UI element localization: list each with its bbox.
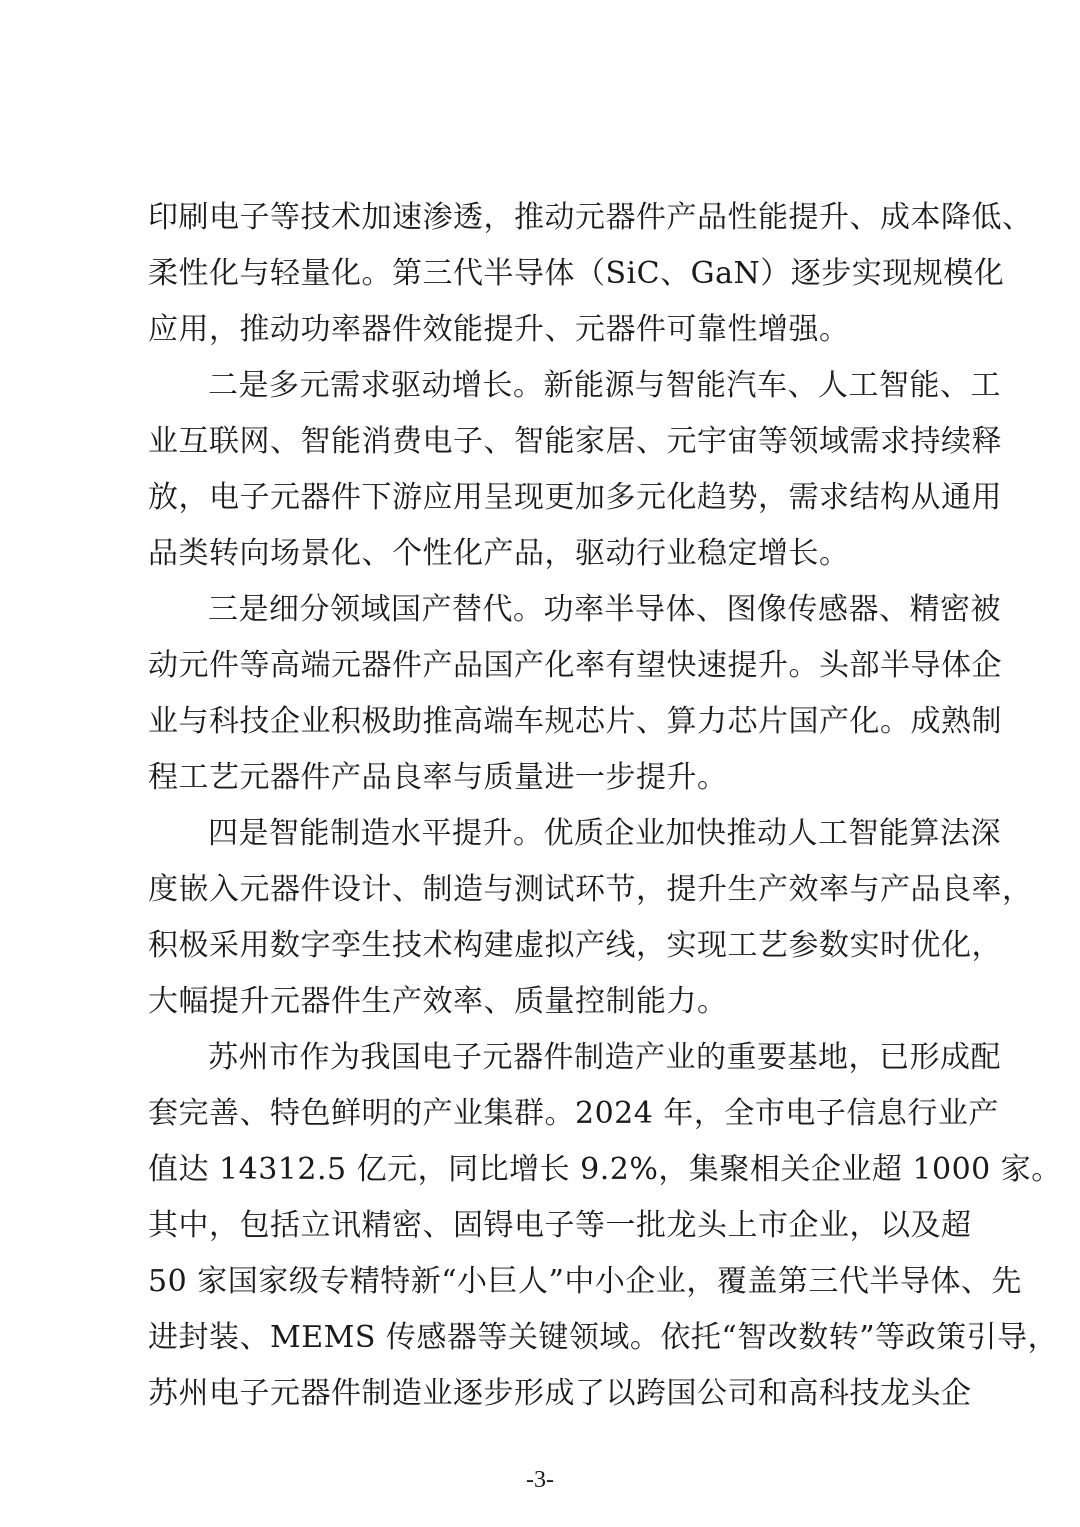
text-line: 50 家国家级专精特新“小巨人”中小企业，覆盖第三代半导体、先	[148, 1264, 1022, 1299]
text-line: 品类转向场景化、个性化产品，驱动行业稳定增长。	[148, 536, 850, 571]
text-line: 大幅提升元器件生产效率、质量控制能力。	[148, 984, 728, 1019]
text-line: 苏州市作为我国电子元器件制造产业的重要基地，已形成配	[208, 1040, 1001, 1075]
paragraph	[148, 190, 1033, 358]
text-line: 度嵌入元器件设计、制造与测试环节，提升生产效率与产品良率，	[148, 872, 1033, 907]
text-line: 二是多元需求驱动增长。新能源与智能汽车、人工智能、工	[208, 368, 1001, 403]
body-text	[148, 190, 1062, 1422]
paragraph	[148, 582, 1002, 806]
paragraph	[148, 1030, 1062, 1422]
paragraph	[148, 358, 1002, 582]
page-number: -3-	[526, 1467, 554, 1493]
text-line: 业与科技企业积极助推高端车规芯片、算力芯片国产化。成熟制	[148, 704, 1002, 739]
text-line: 苏州电子元器件制造业逐步形成了以跨国公司和高科技龙头企	[148, 1376, 972, 1411]
text-line: 积极采用数字孪生技术构建虚拟产线，实现工艺参数实时优化，	[148, 928, 1002, 963]
text-line: 柔性化与轻量化。第三代半导体（SiC、GaN）逐步实现规模化	[148, 256, 1005, 291]
text-line: 套完善、特色鲜明的产业集群。2024 年，全市电子信息行业产	[148, 1096, 999, 1131]
text-line: 三是细分领域国产替代。功率半导体、图像传感器、精密被	[208, 592, 1001, 627]
text-line: 动元件等高端元器件产品国产化率有望快速提升。头部半导体企	[148, 648, 1002, 683]
text-line: 四是智能制造水平提升。优质企业加快推动人工智能算法深	[208, 816, 1001, 851]
text-line: 程工艺元器件产品良率与质量进一步提升。	[148, 760, 728, 795]
text-line: 进封装、MEMS 传感器等关键领域。依托“智改数转”等政策引导，	[148, 1320, 1059, 1355]
text-line: 放，电子元器件下游应用呈现更加多元化趋势，需求结构从通用	[148, 480, 1002, 515]
text-line: 其中，包括立讯精密、固锝电子等一批龙头上市企业，以及超	[148, 1208, 972, 1243]
text-line: 值达 14312.5 亿元，同比增长 9.2%，集聚相关企业超 1000 家。	[148, 1152, 1062, 1187]
paragraph	[148, 806, 1033, 1030]
text-line: 业互联网、智能消费电子、智能家居、元宇宙等领域需求持续释	[148, 424, 1002, 459]
text-line: 印刷电子等技术加速渗透，推动元器件产品性能提升、成本降低、	[148, 200, 1033, 235]
text-line: 应用，推动功率器件效能提升、元器件可靠性增强。	[148, 312, 850, 347]
